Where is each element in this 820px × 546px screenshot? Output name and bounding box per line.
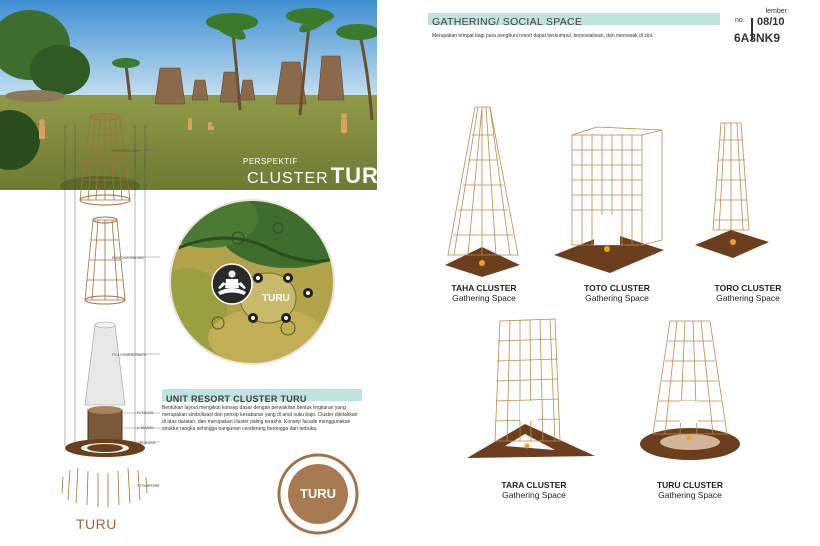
cluster-sub: Gathering Space [716,293,780,303]
section-description: Bentukan layout mengikuti konsep dasar dengan perwakilan bentuk lingkaran yang merupakan simbolisasi dari prinsip kesabaran yang di anut suku bajo. Cluster diletakkan di atas daratan, dan merupakan cluster paling terakhir. Konsep facade menggunakan struktur rangka sehingga bangunan cenderung berongga dan terbuka. [162,405,358,432]
cluster-caption-toro [693,283,803,303]
site-plan-label: TURU [262,293,290,304]
taha-cluster-drawing [440,105,525,280]
badge-label: TURU [299,486,337,501]
label-bedroom: R.TIDUR [137,410,154,415]
label-inner-frame: RANGKA DALAM [112,255,144,260]
cluster-name: TARA CLUSTER [501,480,567,490]
cluster-caption-toto [562,283,672,303]
cluster-name: TAHA CLUSTER [451,283,517,293]
cluster-sub: Gathering Space [452,293,516,303]
cluster-sub: Gathering Space [585,293,649,303]
exploded-title: TURU [76,516,117,532]
cluster-caption-tara [479,480,589,500]
cluster-name: TOTO CLUSTER [584,283,650,293]
sheet-code: 6A3NK9 [734,31,781,45]
site-plan-map [168,198,336,366]
sheet-info [745,8,787,15]
cluster-sub: Gathering Space [658,490,722,500]
tara-cluster-drawing [465,316,600,464]
perspective-caption-name: TURU [330,163,396,188]
exploded-axonometric-drawing [50,105,160,510]
cluster-name: TORO CLUSTER [714,283,782,293]
cluster-name: TURU CLUSTER [656,480,724,490]
cluster-caption-taha [429,283,539,303]
sheet-number: 08/10 [757,16,785,28]
toro-cluster-drawing [693,120,771,280]
sheet-no-label: no. [735,17,745,24]
turu-cluster-drawing [635,316,745,466]
section-title-bar [162,389,362,404]
gathering-description: Merupakan tempat bagi para penghuni resort dapat berkumpul, bersosialisasi, dan memasak di sini. [432,33,654,39]
cluster-caption-turu [635,480,745,500]
perspective-caption [247,163,396,189]
gathering-title-bar [428,13,720,28]
perspective-caption-cluster: CLUSTER [247,170,329,187]
toto-cluster-drawing [552,125,667,275]
label-polycarbonate: POLYCARBONATE [112,352,147,357]
label-structure: STRUKTUR [137,483,159,488]
perspective-caption-small: PERSPEKTIF [243,157,298,166]
gathering-title: GATHERING/ SOCIAL SPACE [432,16,583,28]
sheet-label: lember [765,8,787,15]
label-corridor: SELASAR [137,440,156,445]
label-bathroom: K.MANDI [137,425,154,430]
label-outer-frame: RANGKA LUAR [112,148,141,153]
cluster-sub: Gathering Space [502,490,566,500]
section-title: UNIT RESORT CLUSTER TURU [166,394,307,404]
